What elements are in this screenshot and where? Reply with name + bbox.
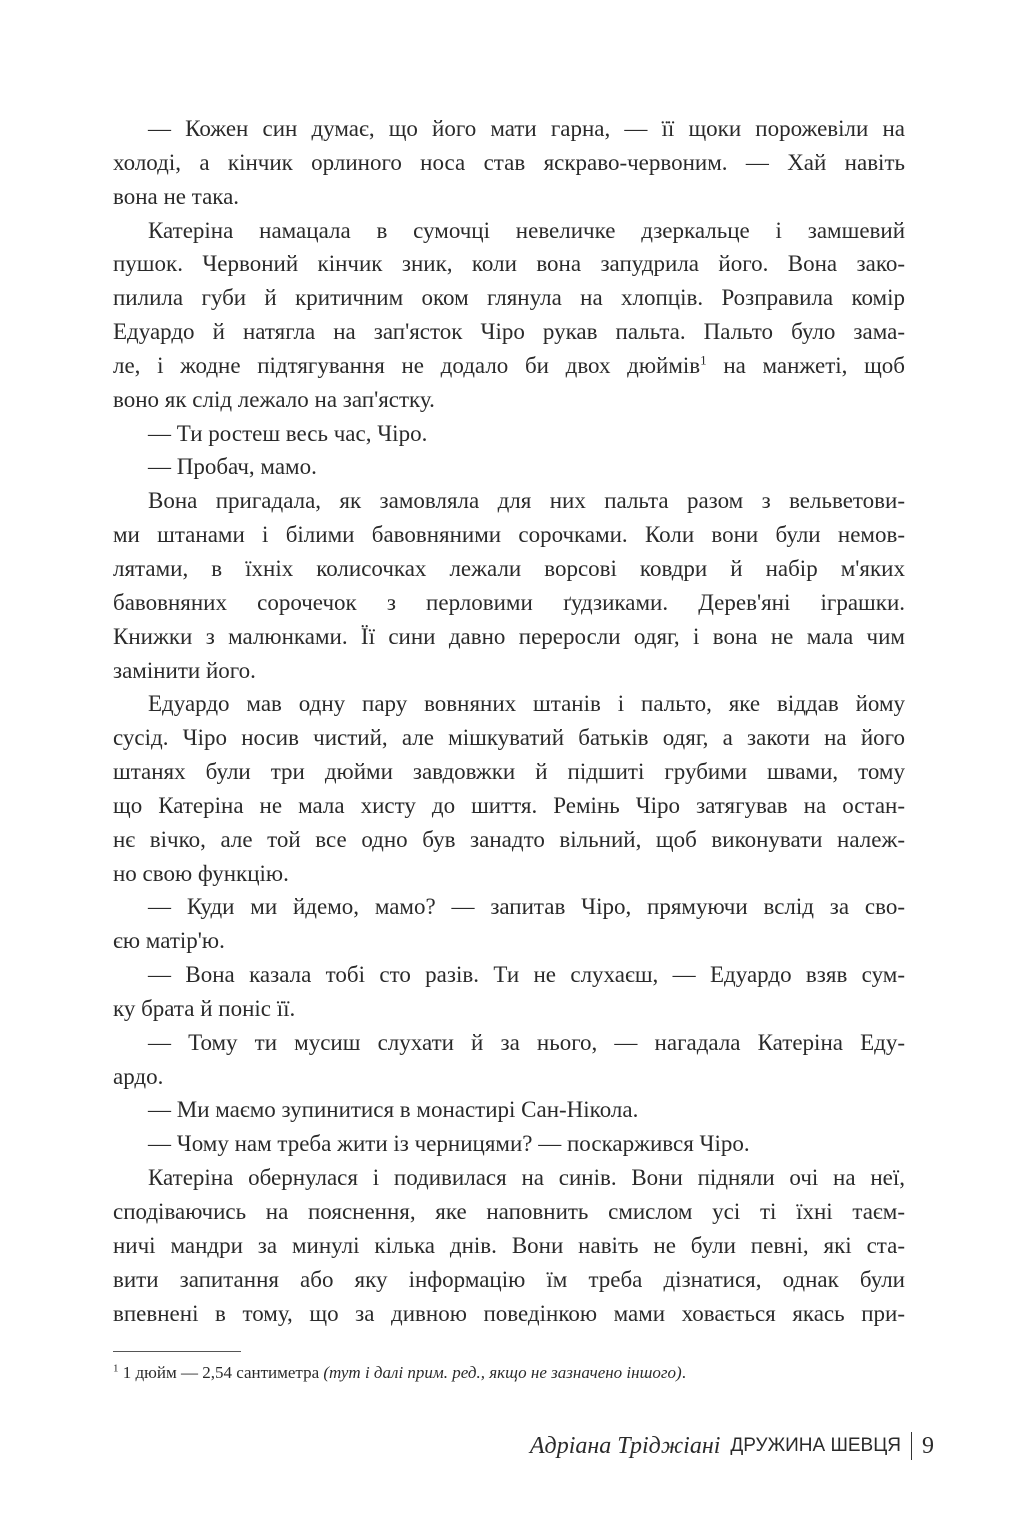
line-text: пушок. Червоний кінчик зник, коли вона запудрила його. Вона зако- [113,251,905,277]
line-text: холоді, а кінчик орлиного носа став яскраво-червоним. — Хай навіть [113,149,905,175]
line-text: вити запитання або яку інформацію їм треба дізнатися, однак були [113,1266,905,1292]
text-line [113,315,905,349]
line-text: — Куди ми йдемо, мамо? — запитав Чіро, прямуючи вслід за сво- [148,894,905,920]
line-text: ардо. [113,1063,164,1089]
footnote-end: . [681,1363,686,1382]
line-text: но свою функцію. [113,860,289,886]
line-text: — Пробач, мамо. [148,454,317,480]
text-line [113,687,905,721]
text-line [113,789,905,823]
footnote-divider [113,1351,241,1352]
line-text: Книжки з малюнками. Її сини давно переросли одяг, і вона не мала чим [113,623,905,649]
text-line [113,552,905,586]
text-line [113,281,905,315]
line-text: замінити його. [113,657,256,683]
text-line [113,958,905,992]
text-line [113,1161,905,1195]
text-line [113,924,905,958]
text-line [113,1297,905,1331]
line-text: Едуардо мав одну пару вовняних штанів і пальто, яке віддав йому [148,691,905,717]
line-text: сподіваючись на пояснення, яке наповнить смислом усі ті їхні таєм- [113,1199,905,1224]
footnote [113,1360,686,1386]
text-line [113,1127,905,1161]
text-line [113,620,905,654]
line-text: ку брата й поніс її. [113,995,296,1021]
text-line [113,247,905,281]
text-line [113,586,905,620]
text-line [113,755,905,789]
footnote-italic: (тут і далі прим. ред., якщо не зазначено іншого) [323,1363,682,1382]
line-text: Катеріна намацала в сумочці невеличке дзеркальце і замшевий [148,217,905,243]
line-text: — Ми маємо зупинитися в монастирі Сан-Нікола. [148,1097,639,1123]
line-text: воно як слід лежало на зап'ястку. [113,386,435,412]
line-text: Вона пригадала, як замовляла для них пальта разом з вельветови- [148,488,905,514]
footnote-reference: 1 [700,352,707,368]
body-text [113,112,905,1330]
line-text: штанях були три дюйми завдовжки й підшиті грубими швами, тому [113,759,905,785]
text-line [113,518,905,552]
line-text: лятами, в їхніх колисочках лежали ворсові ковдри й набір м'яких [113,555,905,581]
line-text: нє вічко, але той все одно був занадто вільний, щоб виконувати належ- [113,826,905,852]
text-line [113,417,905,451]
text-line [113,1195,905,1229]
text-line [113,890,905,924]
footnote-text: 1 дюйм — 2,54 сантиметра [118,1363,324,1382]
line-text: — Кожен син думає, що його мати гарна, — її щоки порожевіли на [148,116,905,141]
text-line [113,180,905,214]
text-line [113,823,905,857]
line-text: впевнені в тому, що за дивною поведінкою мами ховається якась при- [113,1300,905,1326]
text-line [113,214,905,248]
page-number: 9 [922,1433,934,1459]
line-text: пилила губи й критичним оком глянула на хлопців. Розправила комір [113,285,905,311]
text-line [113,349,905,383]
text-line [113,1060,905,1094]
text-line [113,1026,905,1060]
text-line [113,992,905,1026]
line-text: — Тому ти мусиш слухати й за нього, — нагадала Катеріна Еду- [148,1029,905,1055]
text-line [113,1229,905,1263]
line-text: єю матір'ю. [113,928,225,954]
text-line [113,721,905,755]
footer-separator [911,1432,912,1460]
text-line [113,450,905,484]
line-text: ничі мандри за минулі кілька днів. Вони навіть не були певні, які ста- [113,1232,905,1258]
line-text: ле, і жодне підтягування не додало би двох дюймів [113,352,701,378]
text-line [113,1263,905,1297]
text-line [113,383,905,417]
line-text: бавовняних сорочечок з перловими ґудзиками. Дерев'яні іграшки. [113,589,905,615]
text-line [113,112,905,146]
text-line [113,484,905,518]
line-text: Едуардо й натягла на зап'ясток Чіро рукав пальта. Пальто було зама- [113,319,905,345]
text-line [113,654,905,688]
line-text: сусід. Чіро носив чистий, але мішкуватий батьків одяг, а закоти на його [113,725,905,751]
text-line [113,1093,905,1127]
line-text: — Вона казала тобі сто разів. Ти не слухаєш, — Едуардо взяв сум- [148,962,905,988]
footer-author: Адріана Тріджіані [529,1433,721,1459]
text-line [113,857,905,891]
footer-book-title: ДРУЖИНА ШЕВЦЯ [730,1435,901,1456]
text-line [113,146,905,180]
page-footer [530,1430,934,1462]
line-text: вона не така. [113,183,240,209]
line-text: Катеріна обернулася і подивилася на синів. Вони підняли очі на неї, [148,1165,905,1191]
line-text: на манжеті, щоб [706,352,905,378]
footnote-mark: 1 [113,1362,119,1375]
line-text: — Чому нам треба жити із черницями? — поскаржився Чіро. [148,1131,750,1157]
line-text: — Ти ростеш весь час, Чіро. [148,420,428,446]
line-text: ми штанами і білими бавовняними сорочками. Коли вони були немов- [113,522,905,548]
line-text: що Катеріна не мала хисту до шиття. Ремінь Чіро затягував на остан- [113,792,905,818]
